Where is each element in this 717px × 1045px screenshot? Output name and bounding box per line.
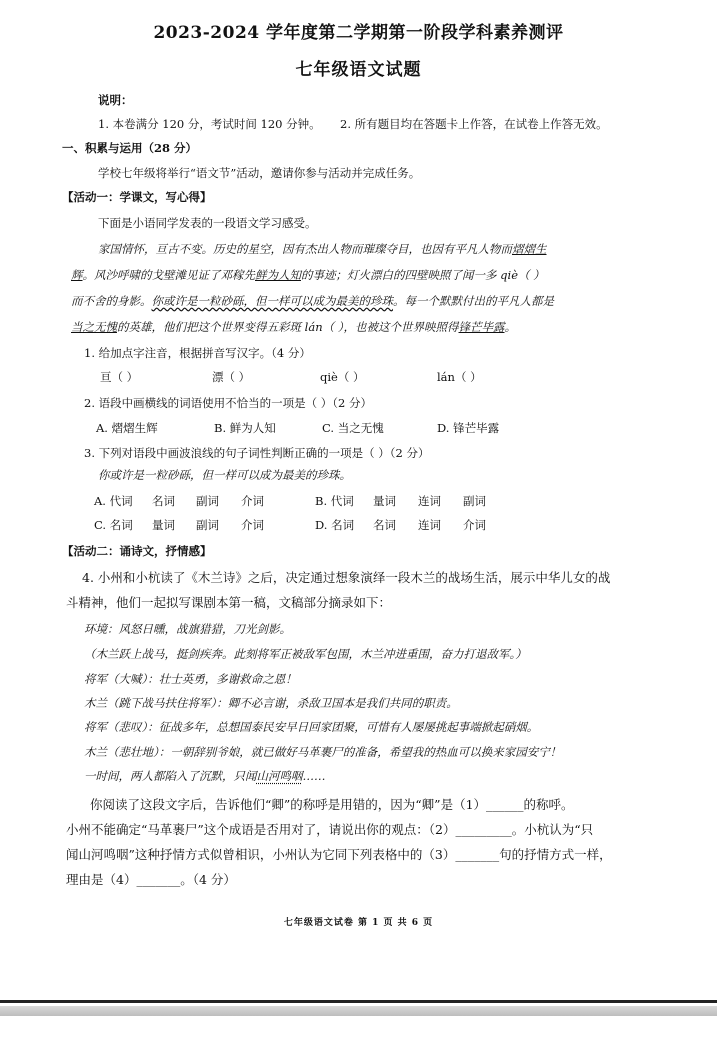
section-intro: 学校七年级将举行“语文节”活动，邀请你参与活动并完成任务。	[98, 166, 421, 180]
q3-option-d-3: 连词	[418, 518, 441, 532]
underlined-word: 当之无愧	[71, 320, 117, 334]
instruction-item-2: 2. 所有题目均在答题卡上作答，在试卷上作答无效。	[340, 117, 608, 131]
q3-option-c-4: 介词	[241, 518, 264, 532]
q1-blank-d: lán（ ）	[437, 370, 482, 384]
passage-text: 的英雄，他们把这个世界变得五彩斑 lán（ ），也被这个世界映照得	[117, 320, 459, 334]
question-1-stem: 1. 给加点字注音，根据拼音写汉字。（4 分）	[84, 346, 311, 360]
passage-text: 。风沙呼啸的戈壁滩见证了邓稼先	[82, 268, 255, 282]
page-footer: 七年级语文试卷 第 1 页 共 6 页	[283, 918, 434, 928]
q3-option-a-4: 介词	[241, 494, 264, 508]
q2-option-a: A. 熠熠生辉	[96, 421, 158, 435]
passage-text: 。每一个默默付出的平凡人都是	[393, 294, 554, 308]
script-text: ……	[302, 769, 326, 783]
q3-option-c-1: C. 名词	[94, 518, 133, 532]
q3-option-c-2: 量词	[152, 518, 175, 532]
q3-sentence: 你或许是一粒砂砾，但一样可以成为最美的珍珠。	[98, 468, 351, 482]
q4-prompt-line-2: 小州不能确定“马革裹尸”这个成语是否用对了，请说出你的观点：（2）_________。小杭认为“只	[66, 822, 594, 837]
passage-text: 。	[504, 320, 516, 334]
underlined-word: 锋芒毕露	[458, 320, 505, 334]
passage-text: 的事迹；灯火漂白的四壁映照了闻一多 qiè（ ）	[301, 268, 545, 282]
q3-option-b-4: 副词	[463, 494, 486, 508]
q3-option-d-1: D. 名词	[315, 518, 355, 532]
q4-prompt-line-1: 你阅读了这段文字后，告诉他们“卿”的称呼是用错的，因为“卿”是（1）______的称呼。	[90, 797, 574, 812]
script-line-stage: （木兰跃上战马，挺剑疾奔。此刻将军正被敌军包围，木兰冲进重围，奋力打退敌军。）	[84, 647, 527, 661]
q3-option-a-2: 名词	[152, 494, 175, 508]
script-line-mulan-1: 木兰（跳下战马扶住将军）：卿不必言谢，杀敌卫国本是我们共同的职责。	[84, 696, 458, 710]
exam-subtitle: 七年级语文试题	[295, 60, 422, 80]
instructions-label: 说明：	[98, 93, 133, 107]
q1-blank-b: 漂（ ）	[212, 370, 251, 384]
q3-option-b-3: 连词	[418, 494, 441, 508]
q3-option-c-3: 副词	[196, 518, 219, 532]
passage-line-2	[71, 268, 545, 282]
question-2-stem: 2. 语段中画横线的词语使用不恰当的一项是（ ）（2 分）	[84, 396, 373, 410]
question-4-line-2: 斗精神，他们一起拟写课剧本第一稿，文稿部分摘录如下：	[66, 595, 392, 610]
activity-2-heading: 【活动二：诵诗文，抒情感】	[62, 544, 212, 558]
script-line-mulan-2: 木兰（悲壮地）：一朝辞别爷娘，就已做好马革裹尸的准备，希望我的热血可以换来家园安宁！	[84, 745, 562, 759]
question-4-line-1: 4. 小州和小杭读了《木兰诗》之后，决定通过想象演绎一段木兰的战场生活，展示中华儿女的战	[82, 570, 611, 585]
activity-1-heading: 【活动一：学课文，写心得】	[62, 190, 212, 204]
scan-edge-line	[0, 1000, 717, 1003]
passage-line-3	[71, 294, 554, 308]
underlined-word: 熠熠生	[512, 242, 547, 256]
passage-text: 家国情怀，亘古不变。历史的星空，因有杰出人物而璀璨夺目，也因有平凡人物而	[98, 242, 512, 256]
script-line-setting: 环境：风怒日曛，战旗猎猎，刀光剑影。	[84, 622, 291, 636]
q3-option-b-1: B. 代词	[315, 494, 354, 508]
script-text: 一时间，两人都陷入了沉默，只闻	[84, 769, 257, 783]
wavy-underlined-sentence: 你或许是一粒砂砾，但一样可以成为最美的珍珠	[151, 294, 393, 308]
instruction-item-1: 1. 本卷满分 120 分，考试时间 120 分钟。	[98, 117, 321, 131]
q2-option-d: D. 锋芒毕露	[437, 421, 500, 435]
dotted-phrase: 山河鸣咽	[256, 769, 303, 783]
q3-option-d-4: 介词	[463, 518, 486, 532]
passage-text: 而不舍的身影。	[71, 294, 152, 308]
q3-option-b-2: 量词	[373, 494, 396, 508]
exam-title: 2023-2024 学年度第二学期第一阶段学科素养测评	[153, 23, 564, 43]
section-heading: 一、积累与运用（28 分）	[62, 141, 198, 155]
passage-line-4	[71, 320, 516, 334]
question-3-stem: 3. 下列对语段中画波浪线的句子词性判断正确的一项是（ ）（2 分）	[84, 446, 430, 460]
script-line-silence	[84, 769, 326, 783]
q2-option-b: B. 鲜为人知	[214, 421, 276, 435]
underlined-word: 辉	[71, 268, 83, 282]
q1-blank-c: qiè（ ）	[320, 370, 365, 384]
q2-option-c: C. 当之无愧	[322, 421, 384, 435]
q3-option-d-2: 名词	[373, 518, 396, 532]
underlined-word: 鲜为人知	[255, 268, 301, 282]
script-line-general-2: 将军（悲叹）：征战多年，总想国泰民安早日回家团聚，可惜有人屡屡挑起事端掀起硝烟。	[84, 720, 539, 734]
q4-prompt-line-3: 闻山河鸣咽”这种抒情方式似曾相识，小州认为它同下列表格中的（3）_______句的抒情方式一样，	[66, 847, 612, 862]
q3-option-a-3: 副词	[196, 494, 219, 508]
passage-lead: 下面是小语同学发表的一段语文学习感受。	[98, 216, 317, 230]
q1-blank-a: 亘（ ）	[100, 370, 139, 384]
passage-line-1	[98, 242, 547, 256]
scan-edge-shadow	[0, 1006, 717, 1016]
script-line-general-1: 将军（大喊）：壮士英勇，多谢救命之恩！	[84, 672, 297, 686]
q4-prompt-line-4: 理由是（4）_______。（4 分）	[66, 872, 236, 887]
q3-option-a-1: A. 代词	[94, 494, 133, 508]
